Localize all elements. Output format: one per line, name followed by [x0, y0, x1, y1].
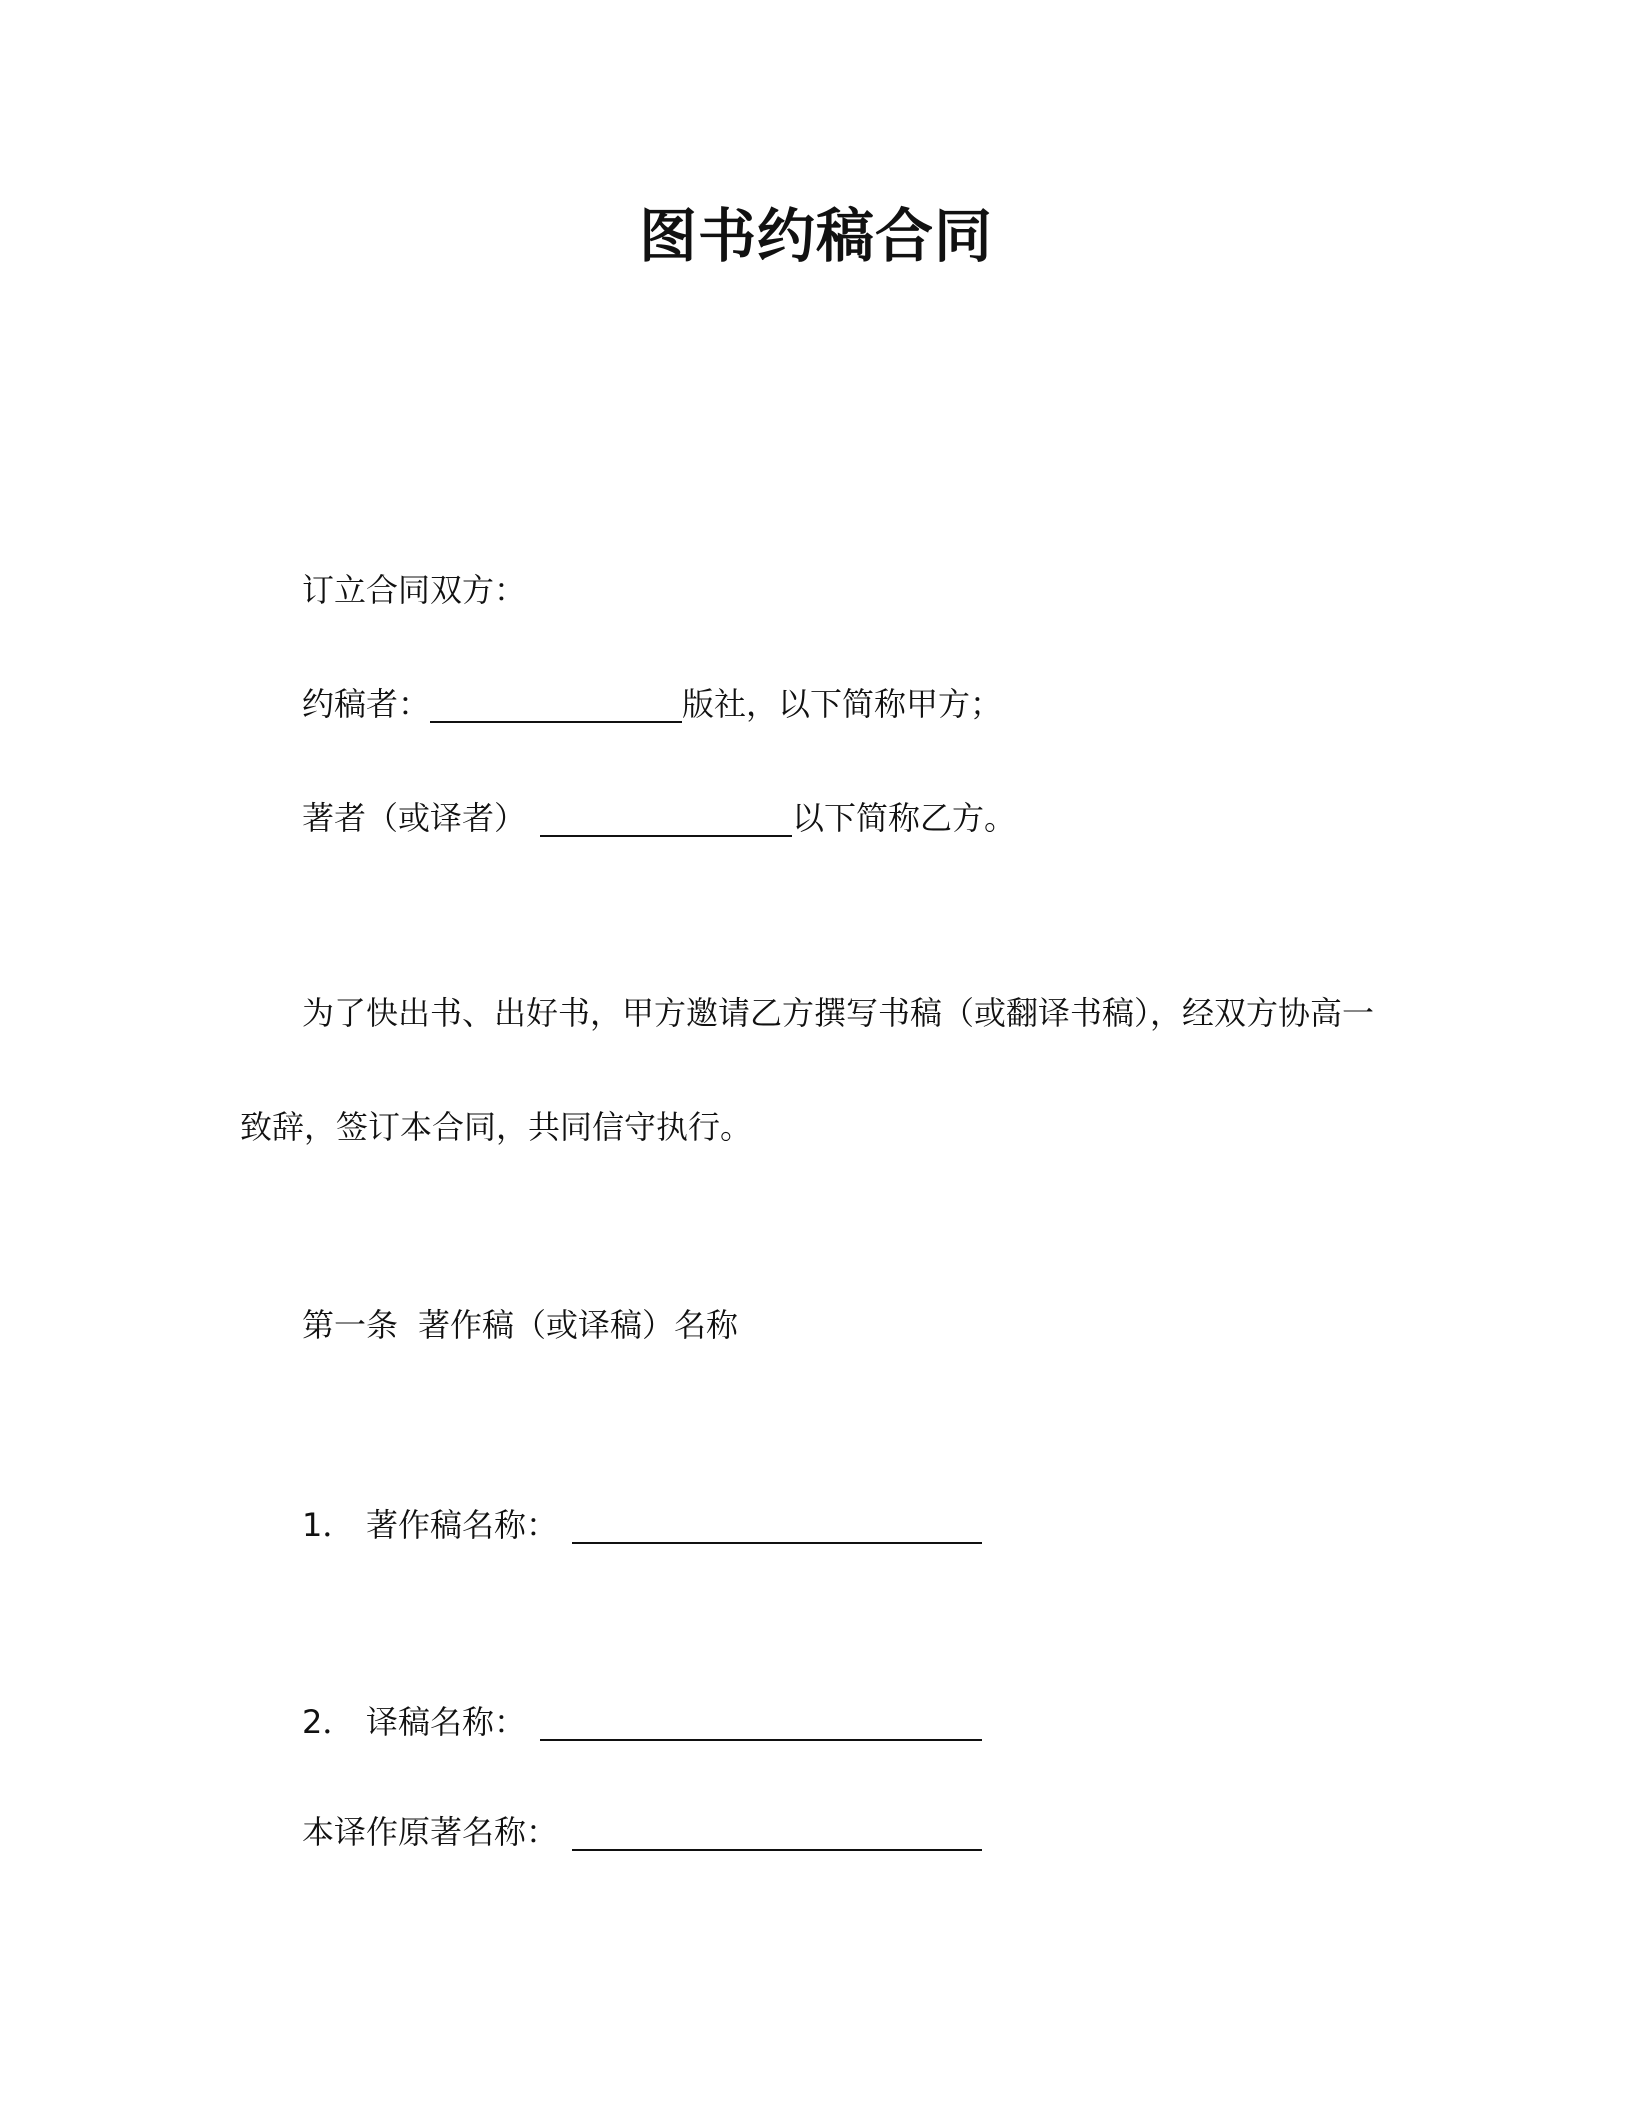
preamble-line-2: 致辞，签订本合同，共同信守执行。 [240, 1108, 753, 1146]
party-a-suffix: 版社，以下简称甲方； [682, 685, 1003, 723]
item-1-label: 著作稿名称： [366, 1506, 559, 1544]
item-2-blank-field[interactable] [540, 1703, 982, 1741]
item-1-number: 1． [302, 1506, 355, 1544]
preamble-line-1: 为了快出书、出好书，甲方邀请乙方撰写书稿（或翻译书稿），经双方协高一 [302, 994, 1375, 1032]
party-a-label: 约稿者： [302, 685, 431, 723]
party-b-blank-field[interactable] [540, 799, 792, 837]
item-3-blank-field[interactable] [572, 1813, 982, 1851]
article-1-number: 第一条 [302, 1306, 399, 1344]
document-title: 图书约稿合同 [638, 202, 993, 270]
party-b-line [302, 796, 1016, 840]
article-1-heading [302, 1303, 738, 1347]
item-1-line [302, 1503, 982, 1547]
party-b-suffix: 以下简称乙方。 [792, 799, 1017, 837]
party-b-label: 著者（或译者） [302, 799, 527, 837]
item-3-line [302, 1810, 982, 1854]
party-a-line [302, 682, 1002, 726]
party-a-blank-field[interactable] [430, 685, 682, 723]
item-1-blank-field[interactable] [572, 1506, 982, 1544]
item-2-number: 2． [302, 1703, 355, 1741]
article-1-title: 著作稿（或译稿）名称 [418, 1306, 739, 1344]
parties-heading: 订立合同双方： [302, 571, 527, 609]
item-2-label: 译稿名称： [366, 1703, 527, 1741]
item-2-line [302, 1700, 982, 1744]
item-3-label: 本译作原著名称： [302, 1813, 559, 1851]
